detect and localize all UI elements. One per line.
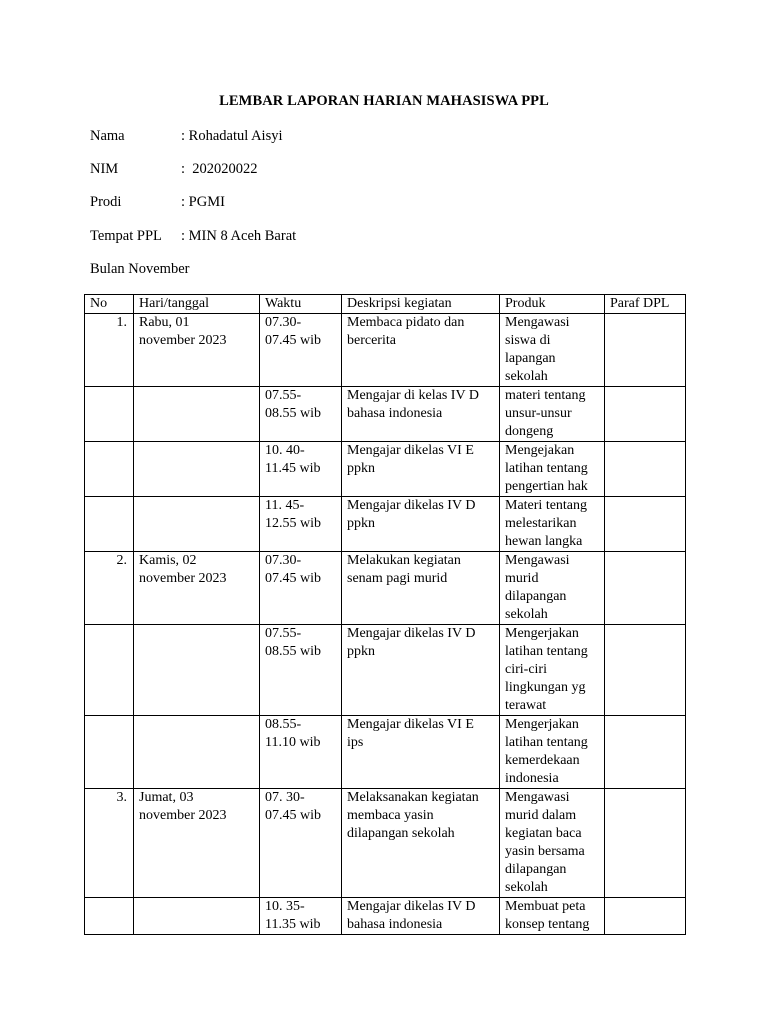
- cell-signature: [605, 716, 686, 789]
- table-row: [85, 442, 686, 497]
- header-signature: Paraf DPL: [605, 295, 686, 314]
- info-label: Prodi: [90, 194, 122, 210]
- info-value: : 202020022: [181, 161, 258, 177]
- cell-time: 10. 40- 11.45 wib: [260, 442, 342, 497]
- cell-signature: [605, 789, 686, 898]
- cell-time: 07.55- 08.55 wib: [260, 625, 342, 716]
- cell-no: [85, 625, 134, 716]
- cell-description: Mengajar dikelas VI E ips: [342, 716, 500, 789]
- cell-day: [134, 625, 260, 716]
- cell-time: 07.55- 08.55 wib: [260, 387, 342, 442]
- cell-signature: [605, 387, 686, 442]
- cell-no: [85, 442, 134, 497]
- info-value: : MIN 8 Aceh Barat: [181, 228, 297, 244]
- cell-time: 10. 35- 11.35 wib: [260, 898, 342, 935]
- cell-description: Mengajar dikelas IV D bahasa indonesia: [342, 898, 500, 935]
- cell-signature: [605, 552, 686, 625]
- cell-day: [134, 497, 260, 552]
- cell-no: 2.: [85, 552, 134, 625]
- cell-no: 1.: [85, 314, 134, 387]
- cell-signature: [605, 898, 686, 935]
- cell-product: Materi tentang melestarikan hewan langka: [500, 497, 605, 552]
- cell-no: [85, 716, 134, 789]
- header-no: No: [85, 295, 134, 314]
- cell-product: Mengerjakan latihan tentang ciri-ciri lingkungan yg terawat: [500, 625, 605, 716]
- table-row: [85, 625, 686, 716]
- table-row: [85, 497, 686, 552]
- header-time: Waktu: [260, 295, 342, 314]
- cell-no: [85, 387, 134, 442]
- cell-product: Mengejakan latihan tentang pengertian hak: [500, 442, 605, 497]
- cell-product: Mengerjakan latihan tentang kemerdekaan indonesia: [500, 716, 605, 789]
- info-value: : PGMI: [181, 194, 225, 210]
- info-label: Nama: [90, 128, 125, 144]
- header-day: Hari/tanggal: [134, 295, 260, 314]
- cell-day: Kamis, 02 november 2023: [134, 552, 260, 625]
- cell-description: Melakukan kegiatan senam pagi murid: [342, 552, 500, 625]
- cell-description: Mengajar di kelas IV D bahasa indonesia: [342, 387, 500, 442]
- cell-no: [85, 898, 134, 935]
- cell-day: [134, 387, 260, 442]
- month-line: Bulan November: [90, 261, 190, 277]
- table-row: [85, 314, 686, 387]
- info-label: NIM: [90, 161, 119, 177]
- cell-time: 11. 45- 12.55 wib: [260, 497, 342, 552]
- header-product: Produk: [500, 295, 605, 314]
- cell-description: Mengajar dikelas IV D ppkn: [342, 625, 500, 716]
- info-label: Tempat PPL: [90, 228, 162, 244]
- cell-day: [134, 442, 260, 497]
- cell-day: [134, 898, 260, 935]
- cell-signature: [605, 625, 686, 716]
- cell-signature: [605, 314, 686, 387]
- cell-signature: [605, 442, 686, 497]
- daily-report-table: [84, 294, 686, 935]
- table-row: [85, 789, 686, 898]
- document-title: LEMBAR LAPORAN HARIAN MAHASISWA PPL: [219, 93, 549, 109]
- cell-product: Membuat peta konsep tentang: [500, 898, 605, 935]
- table-row: [85, 898, 686, 935]
- table-row: [85, 716, 686, 789]
- cell-no: 3.: [85, 789, 134, 898]
- cell-product: Mengawasi murid dilapangan sekolah: [500, 552, 605, 625]
- cell-time: 07.30- 07.45 wib: [260, 552, 342, 625]
- cell-day: Rabu, 01 november 2023: [134, 314, 260, 387]
- cell-time: 07. 30- 07.45 wib: [260, 789, 342, 898]
- cell-description: Melaksanakan kegiatan membaca yasin dilapangan sekolah: [342, 789, 500, 898]
- table-row: [85, 552, 686, 625]
- cell-product: Mengawasi siswa di lapangan sekolah: [500, 314, 605, 387]
- cell-day: [134, 716, 260, 789]
- cell-description: Membaca pidato dan bercerita: [342, 314, 500, 387]
- cell-no: [85, 497, 134, 552]
- cell-description: Mengajar dikelas IV D ppkn: [342, 497, 500, 552]
- table-row: [85, 387, 686, 442]
- cell-signature: [605, 497, 686, 552]
- cell-time: 08.55- 11.10 wib: [260, 716, 342, 789]
- cell-day: Jumat, 03 november 2023: [134, 789, 260, 898]
- info-value: : Rohadatul Aisyi: [181, 128, 283, 144]
- table-header-row: [85, 295, 686, 314]
- cell-time: 07.30- 07.45 wib: [260, 314, 342, 387]
- header-description: Deskripsi kegiatan: [342, 295, 500, 314]
- cell-description: Mengajar dikelas VI E ppkn: [342, 442, 500, 497]
- cell-product: Mengawasi murid dalam kegiatan baca yasin bersama dilapangan sekolah: [500, 789, 605, 898]
- cell-product: materi tentang unsur-unsur dongeng: [500, 387, 605, 442]
